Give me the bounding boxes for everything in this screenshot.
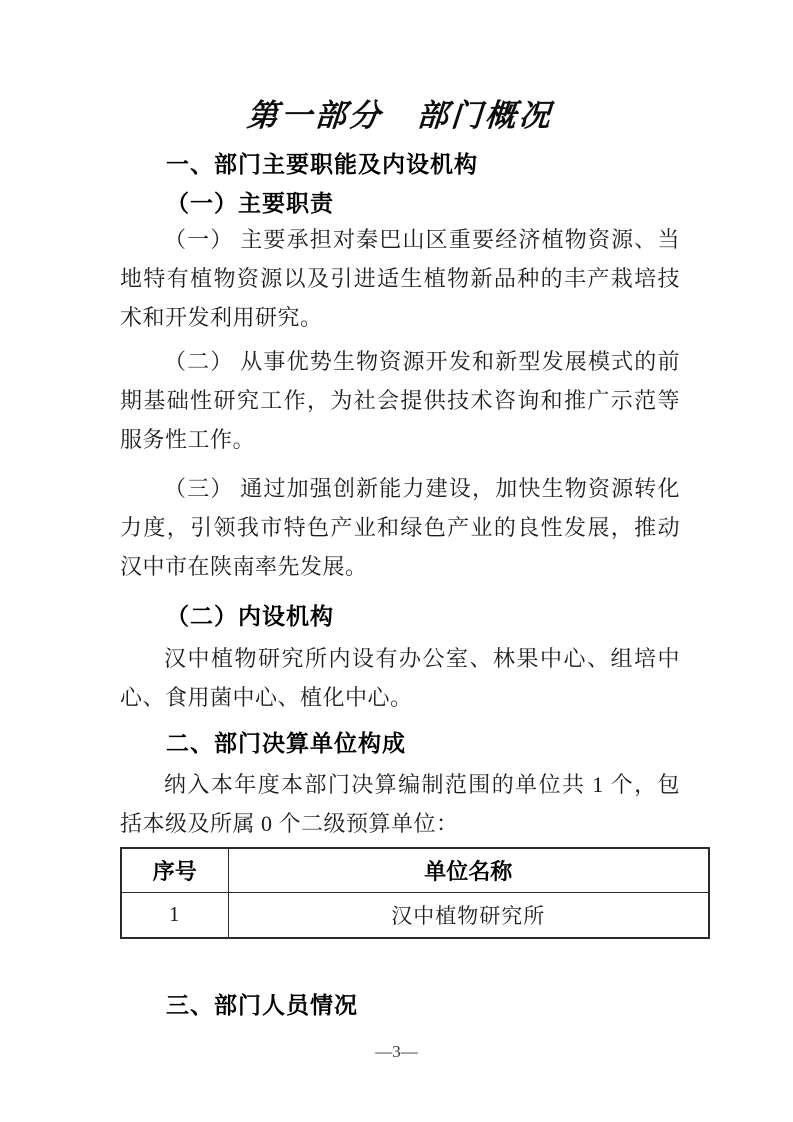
section-1-heading: 一、部门主要职能及内设机构 [166, 151, 478, 177]
internal-structure-paragraph: 汉中植物研究所内设有办公室、林果中心、组培中心、食用菌中心、植化中心。 [120, 646, 680, 710]
cell-seq: 1 [121, 892, 228, 938]
section-2-heading: 二、部门决算单位构成 [166, 730, 406, 756]
duty-paragraph-1: （一） 主要承担对秦巴山区重要经济植物资源、当地特有植物资源以及引进适生植物新品种的丰产栽培技术和开发利用研究。 [120, 227, 680, 330]
cell-unit-name: 汉中植物研究所 [228, 892, 709, 938]
subsection-1-1-heading: （一）主要职责 [166, 191, 334, 216]
unit-table-header [121, 848, 709, 892]
unit-table [120, 847, 710, 939]
subsection-1-2-heading: （二）内设机构 [166, 604, 334, 629]
table-header-seq: 序号 [121, 848, 228, 892]
part-title: 第一部分 部门概况 [245, 98, 555, 133]
table-header-unit-name: 单位名称 [228, 848, 709, 892]
page-number: —3— [375, 1042, 418, 1061]
table-row [121, 892, 709, 938]
duty-paragraph-2: （二） 从事优势生物资源开发和新型发展模式的前期基础性研究工作，为社会提供技术咨询和推广示范等服务性工作。 [120, 349, 680, 452]
unit-composition-paragraph: 纳入本年度本部门决算编制范围的单位共 1 个，包括本级及所属 0 个二级预算单位： [120, 772, 680, 836]
unit-table-body [121, 892, 709, 938]
page-content [0, 98, 793, 1019]
table-header-row [121, 848, 709, 892]
duty-paragraph-3: （三） 通过加强创新能力建设，加快生物资源转化力度，引领我市特色产业和绿色产业的良性发展，推动汉中市在陕南率先发展。 [120, 476, 680, 579]
section-3-heading: 三、部门人员情况 [166, 992, 358, 1018]
